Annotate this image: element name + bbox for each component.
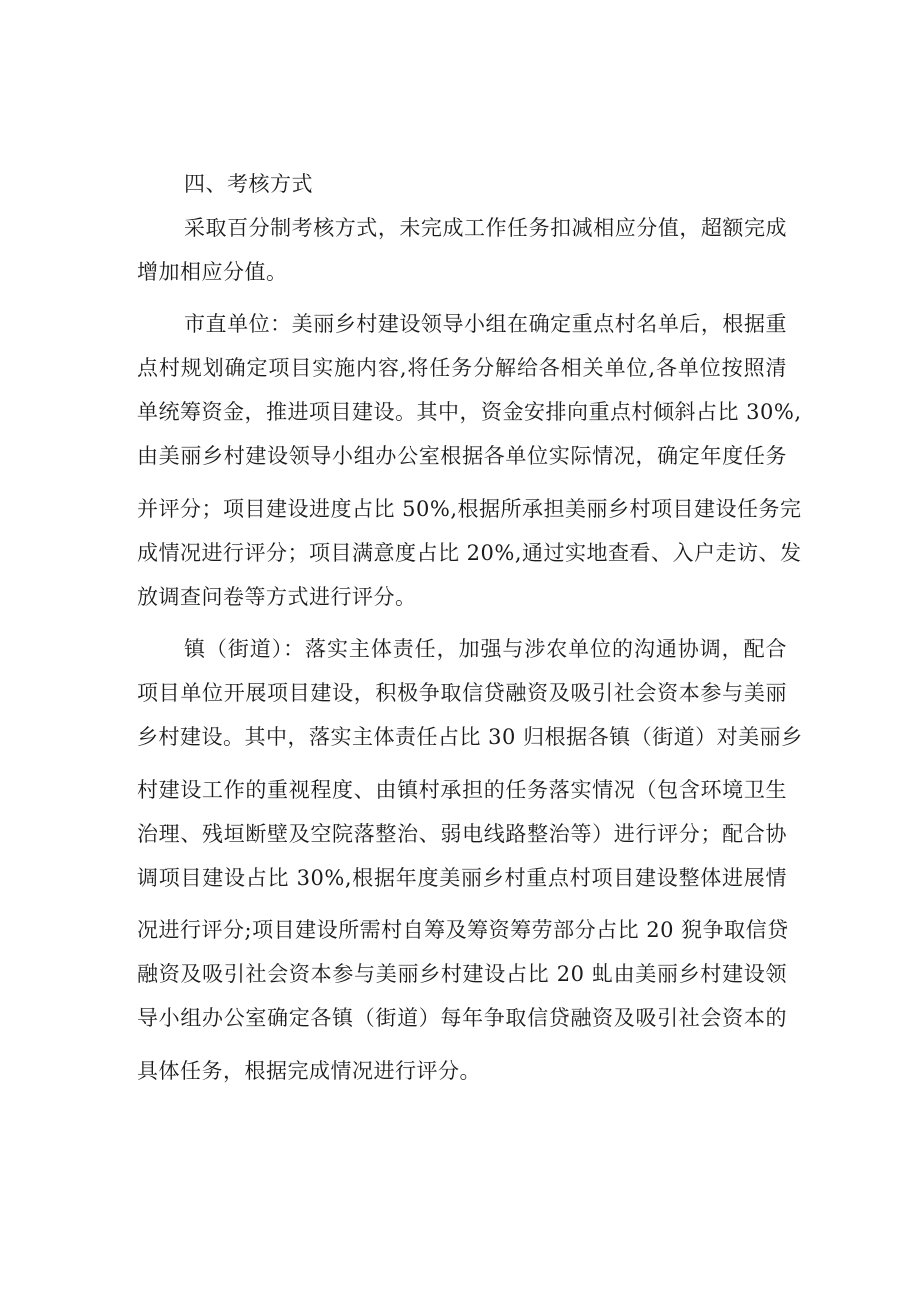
paragraph-2-line-6: 成情况进行评分；项目满意度占比 20%,通过实地查看、入户走访、发 [137, 541, 802, 565]
section-heading: 四、考核方式 [184, 172, 313, 196]
paragraph-3-line-2: 项目单位开展项目建设，积极争取信贷融资及吸引社会资本参与美丽 [137, 681, 787, 705]
paragraph-3-line-4: 村建设工作的重视程度、由镇村承担的任务落实情况（包含环境卫生 [137, 778, 787, 802]
paragraph-2-line-4: 由美丽乡村建设领导小组办公室根据各单位实际情况，确定年度任务 [137, 444, 787, 468]
paragraph-1-line-2: 增加相应分值。 [137, 260, 288, 284]
paragraph-3-line-5: 治理、残垣断壁及空院落整治、弱电线路整治等）进行评分；配合协 [137, 822, 787, 846]
paragraph-3-line-8: 融资及吸引社会资本参与美丽乡村建设占比 20 虬由美丽乡村建设领 [137, 962, 787, 986]
paragraph-3-line-1: 镇（街道）：落实主体责任，加强与涉农单位的沟通协调，配合 [184, 637, 787, 661]
paragraph-3-line-7: 况进行评分;项目建设所需村自筹及筹资筹劳部分占比 20 猊争取信贷 [137, 918, 789, 942]
paragraph-2-line-2: 点村规划确定项目实施内容,将任务分解给各相关单位,各单位按照清 [137, 356, 787, 380]
paragraph-3-line-10: 具体任务，根据完成情况进行评分。 [137, 1059, 481, 1083]
paragraph-2-line-1: 市直单位：美丽乡村建设领导小组在确定重点村名单后，根据重 [184, 312, 787, 336]
paragraph-3-line-3: 乡村建设。其中，落实主体责任占比 30 归根据各镇（街道）对美丽乡 [137, 725, 803, 749]
paragraph-1-line-1: 采取百分制考核方式，未完成工作任务扣减相应分值，超额完成 [184, 216, 787, 240]
paragraph-2-line-3: 单统筹资金，推进项目建设。其中，资金安排向重点村倾斜占比 30%, [137, 400, 802, 424]
paragraph-2-line-7: 放调查问卷等方式进行评分。 [137, 585, 417, 609]
paragraph-3-line-6: 调项目建设占比 30%,根据年度美丽乡村重点村项目建设整体进展情 [137, 866, 787, 890]
paragraph-2-line-5: 并评分；项目建设进度占比 50%,根据所承担美丽乡村项目建设任务完 [137, 497, 802, 521]
paragraph-3-line-9: 导小组办公室确定各镇（街道）每年争取信贷融资及吸引社会资本的 [137, 1006, 787, 1030]
